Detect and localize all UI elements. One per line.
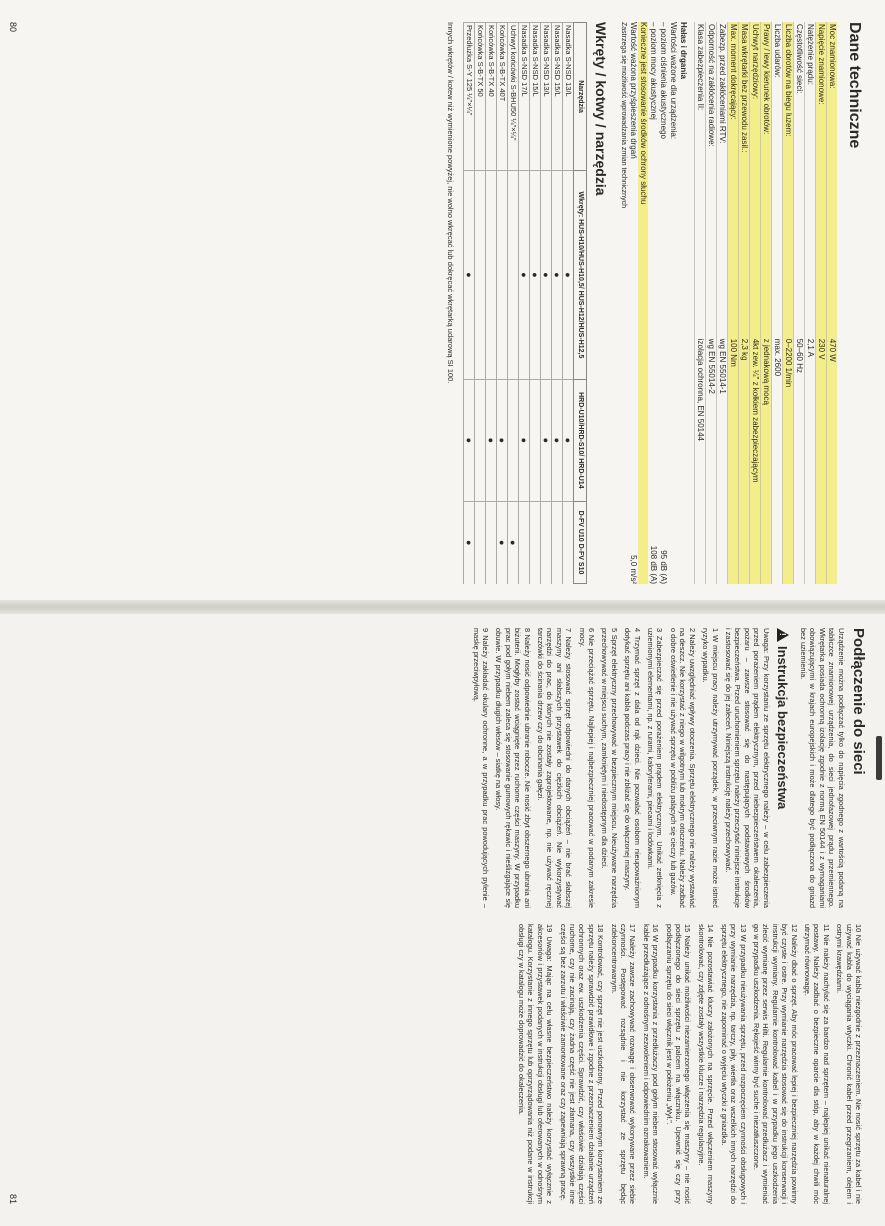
spec-value: 230 V bbox=[816, 337, 827, 584]
spec-label: Zabezp. przed zakłóceniami RTV: bbox=[717, 22, 728, 337]
compat-dot bbox=[497, 171, 508, 380]
tools-row bbox=[486, 23, 497, 584]
spec-value: wg EN 55014-1 bbox=[717, 337, 728, 584]
spec-label: Klasa zabezpieczenia II: bbox=[695, 22, 706, 337]
spec-label: Liczba obrotów na biegu luzem: bbox=[783, 22, 794, 337]
tools-row bbox=[552, 23, 563, 584]
tools-row bbox=[497, 23, 508, 584]
noise-label: Wartości ważone dla urządzenia: bbox=[669, 22, 678, 140]
right-page-content bbox=[0, 606, 885, 1226]
tools-row bbox=[519, 23, 530, 584]
safety-item: 13 W przypadku nieużywania sprzętu, przed rozpoczęciem czynności obsługowych i przy wymianie narzędzia, np. tarczy, piły, wiertła oraz wszelkich innych narzędzi do sprzętu elektrycznego, nie zapominać o wyjęciu wtyczki z gniazdka. bbox=[719, 924, 748, 1204]
safety-item: 10 Nie używać kabla niezgodnie z przeznaczeniem. Nie nosić sprzętu za kabel i nie używać kabla do wyciągania wtyczki. Chronić kabel przed przegrzaniem, olejem i ostrymi krawędziami. bbox=[835, 924, 863, 1204]
tools-row bbox=[475, 23, 486, 584]
spec-value: 0–2200 1/min bbox=[783, 337, 794, 584]
noise-label: – poziom ciśnienia akustycznego bbox=[659, 22, 668, 139]
noise-note: Zastrzega się możliwość wprowadzania zmian technicznych bbox=[620, 22, 627, 208]
tool-name: Nasadka S-NSD 15/L bbox=[552, 23, 563, 171]
left-page-content bbox=[0, 0, 885, 606]
spec-label: Prawy / lewy kierunek obrotów: bbox=[761, 22, 772, 337]
spec-label: Częstotliwość sieci: bbox=[794, 22, 805, 337]
spec-label: Natężenie prądu: bbox=[805, 22, 816, 337]
tool-name: Uchwyt końcówki S-BHU50 ¼"×¼" bbox=[508, 23, 519, 171]
warning-icon bbox=[777, 628, 789, 642]
safety-item: 14 Nie pozostawiać kluczy założonych na sprzęcie. Przed włączeniem maszyny skontrolować, czy zdjęte zostały wszystkie klucze i narzędzia regulacyjne. bbox=[696, 924, 716, 1204]
compat-dot: ● bbox=[519, 171, 530, 380]
pen-clip bbox=[876, 736, 882, 780]
spec-value: wg EN 55014-2 bbox=[706, 337, 717, 584]
safety-item: 1 W miejscu pracy należy utrzymywać porządek, w przeciwnym razie może istnieć ryzyko wypadku. bbox=[701, 628, 720, 908]
tools-row bbox=[530, 23, 541, 584]
spec-row bbox=[783, 22, 794, 584]
compat-dot: ● bbox=[508, 501, 519, 583]
safety-item: 17 Należy zawsze zachowywać rozwagę i obserwować wykonywane przez siebie czynności. Postępować rozsądnie i nie korzystać ze sprzętu będąc zdekoncentrowanym. bbox=[609, 924, 638, 1204]
safety-heading bbox=[777, 628, 789, 908]
safety-item: 16 W przypadku korzystania z przedłużaczy pod gołym niebem stosować wyłącznie kable przedłużające z odnośnym zezwoleniem i odpowiednim oznakowaniem. bbox=[641, 924, 661, 1204]
spec-row bbox=[761, 22, 772, 584]
safety-title: Instrukcja bezpieczeństwa bbox=[775, 646, 791, 810]
spec-row bbox=[805, 22, 816, 584]
spec-label: Napięcie znamionowe: bbox=[816, 22, 827, 337]
noise-row bbox=[658, 22, 668, 584]
spec-label: Masa wkrętarki bez przewodu zasil.: bbox=[739, 22, 750, 337]
noise-value: 95 dB (A) bbox=[659, 550, 668, 584]
spec-table bbox=[694, 22, 837, 584]
compat-dot bbox=[475, 171, 486, 380]
tech-data-title: Dane techniczne bbox=[846, 22, 863, 149]
noise-value: 108 dB (A) bbox=[649, 545, 658, 584]
spec-label: Uchwyt narzędziowy: bbox=[750, 22, 761, 337]
noise-title: Hałas i drgania bbox=[679, 22, 688, 79]
compat-dot bbox=[530, 379, 541, 501]
tool-name: Nasadka S-NSD 15/L bbox=[530, 23, 541, 171]
compat-dot: ● bbox=[541, 379, 552, 501]
spec-value: 470 W bbox=[827, 337, 838, 584]
compat-dot: ● bbox=[464, 379, 475, 501]
compat-dot: ● bbox=[464, 501, 475, 583]
spec-row bbox=[706, 22, 717, 584]
compat-dot: ● bbox=[530, 171, 541, 380]
spec-row bbox=[695, 22, 706, 584]
page-number-left: 80 bbox=[8, 22, 18, 33]
compat-dot: ● bbox=[464, 171, 475, 380]
tools-title: Wkręty / kotwy / narzędzia bbox=[593, 22, 609, 196]
tools-row bbox=[508, 23, 519, 584]
spec-label: Odporność na zakłócenia radiowe: bbox=[706, 22, 717, 337]
tool-name: Nasadka S-NSD 13/L bbox=[541, 23, 552, 171]
tool-name: Końcówka S-B-TX 40 bbox=[486, 23, 497, 171]
noise-row bbox=[668, 22, 678, 584]
safety-item: 8 Należy nosić odpowiednie ubranie robocze. Nie nosić zbyt obszernego ubrania ani biżuterii. Mogłyby zostać wciągnięte przez ruchome części maszyny. W przypadku prac pod gołym niebem zaleca się stosowanie gumowych rękawic i nieślizgające się obuwie. W przypadku długich włosów – siatkę na włosy. bbox=[494, 628, 532, 908]
tool-name: Nasadka S-NSD 13/L bbox=[563, 23, 574, 171]
compat-dot bbox=[508, 379, 519, 501]
spec-label: Moc znamionowa: bbox=[827, 22, 838, 337]
compat-dot bbox=[508, 171, 519, 380]
spec-value: 50–60 Hz bbox=[794, 337, 805, 584]
spec-value: 2,3 kg bbox=[739, 337, 750, 584]
noise-row bbox=[628, 22, 638, 584]
compat-dot bbox=[530, 501, 541, 583]
safety-item: 4 Trzymać sprzęt z dala od rąk dzieci. Nie pozwalać osobom nieupoważnionym dotykać sprzętu ani kabla podczas pracy i nie zbliżać się do włączonej maszyny. bbox=[623, 628, 642, 908]
safety-item: 12 Należy dbać o sprzęt. Aby móc pracować lepiej i bezpieczniej narzędzia powinny być czyste i ostre. Przy wymianie narzędzia stosować się do instrukcji konserwacji i instrukcji wymiany. Regularnie kontrolować kabel i w przypadku jego uszkodzenia zlecić wymianę przez serwis Hilti. Regularnie kontrolować przedłużacz i wymieniać go w przypadku uszkodzenia. Rękojeść winny być suche i niezatłuszczone. bbox=[751, 924, 799, 1204]
compat-dot bbox=[519, 501, 530, 583]
connect-title: Podłączenie do sieci bbox=[850, 628, 867, 775]
tools-row bbox=[464, 23, 475, 584]
tools-header: HRD-U10/HRD-S10/ HRD-U14 bbox=[574, 379, 587, 501]
connect-text: Urządzenie można podłączać tylko do napięcia zgodnego z wartością podaną na tabliczce znamionowej urządzenia, do sieci jednofazowej prądu przemiennego. Wkrętarka posiada ochronną izolację zgodnie z normą EN 50144 i z wymaganiami obowiązującymi w krajach europejskich i może dlatego być podłączona do gniazd bez uziemienia. bbox=[798, 628, 846, 908]
compat-dot bbox=[486, 501, 497, 583]
safety-item: 15 Należy unikać możliwości niezamierzonego włączenia się maszyny – nie nosić podłączonego do sieci sprzętu z palcem na włączniku. Upewnić się czy przy podłączaniu sprzętu do sieci włącznik jest w położeniu „Wył.”. bbox=[664, 924, 693, 1204]
compat-dot: ● bbox=[552, 171, 563, 380]
safety-item: 11 Nie należy nachylać się za bardzo nad sprzętem – najlepiej unikać nienaturalnej postawy. Należy zadbać o bezpieczne oparcie dla stóp, aby w każdej chwili móc utrzymać równowagę. bbox=[802, 924, 831, 1204]
compat-dot bbox=[475, 501, 486, 583]
compat-dot: ● bbox=[486, 379, 497, 501]
tools-row bbox=[541, 23, 552, 584]
spec-row bbox=[717, 22, 728, 584]
right-col-2 bbox=[467, 924, 863, 1204]
spec-row bbox=[739, 22, 750, 584]
spec-value: 100 Nm bbox=[728, 337, 739, 584]
safety-item: 7 Należy stosować sprzęt odpowiedni do danych obciążeń – nie brać słabszej maszyny ani słabszych przystawek do ciężkich obciążeń. Nie wykorzystywać narzędzi do prac, do których nie zostały zaprojektowane, np. nie używać ręcznej tarczówki do ścinania drzew czy do obcinania gałęzi. bbox=[536, 628, 574, 908]
tool-name: Przedłużka S-Y 125 ¼"×¼" bbox=[464, 23, 475, 171]
spec-row bbox=[728, 22, 739, 584]
spec-row bbox=[772, 22, 783, 584]
compat-dot bbox=[552, 501, 563, 583]
compat-dot bbox=[486, 171, 497, 380]
noise-section bbox=[619, 22, 688, 584]
compat-dot: ● bbox=[519, 379, 530, 501]
compat-dot bbox=[541, 501, 552, 583]
spec-value: 2,1 A bbox=[805, 337, 816, 584]
spec-label: Max. moment dokręcający: bbox=[728, 22, 739, 337]
right-col-1 bbox=[467, 628, 867, 908]
spec-value: izolacja ochronna, EN 50144 bbox=[695, 337, 706, 584]
spec-value: z jednakową mocą bbox=[761, 337, 772, 584]
page-number-right: 81 bbox=[8, 1193, 18, 1204]
safety-item: 19 Uwaga: Mając na celu własne bezpieczeństwo należy korzystać wyłącznie z akcesoriów i przystawek podanych w instrukcji obsługi lub oferowanych w odnośnym katalogu. Korzystanie z innego sprzętu lub oprzyrządowania niż podane w instrukcji obsługi czy w katalogu może doprowadzić do okaleczenia. bbox=[517, 924, 555, 1204]
noise-label: – poziom mocy akustycznej bbox=[649, 22, 658, 120]
safety-item: 5 Sprzęt elektryczny przechowywać w bezpiecznym miejscu. Nieużywane narzędzia przechowywać w miejscu suchym, zamkniętym i niedostępnym dla dzieci. bbox=[600, 628, 619, 908]
noise-label: Wartość ważona przyśpieszenia drgań bbox=[629, 22, 638, 159]
compat-dot bbox=[563, 501, 574, 583]
compat-dot: ● bbox=[552, 379, 563, 501]
safety-item: 6 Nie przeciążać sprzętu. Najlepiej i najbezpieczniej pracować w podanym zakresie mocy. bbox=[577, 628, 597, 908]
spec-row bbox=[794, 22, 805, 584]
spec-label: Liczba udarów: bbox=[772, 22, 783, 337]
spec-row bbox=[816, 22, 827, 584]
tool-name: Końcówka S-B-TX 50 bbox=[475, 23, 486, 171]
compat-dot: ● bbox=[563, 379, 574, 501]
safety-item: Uwaga: Przy korzystaniu ze sprzętu elektrycznego należy – w celu zabezpieczenia przed porażeniem prądem elektrycznym, przed niebezpieczeństwem okaleczenia, pożaru – zawsze stosować się do następujących podstawowych środków bezpieczeństwa. Przed uruchomieniem sprzętu należy przeczytać niniejsze instrukcje i zastosować się do jej zaleceń. Niniejszą instrukcję należy przechowywać. bbox=[723, 628, 771, 908]
safety-item: 18 Kontrolować, czy sprzęt nie jest uszkodzony. Przed ponownym korzystaniem ze sprzętu należy sprawdzić prawidłowe i zgodne z przeznaczeniem działanie urządzeń ochronnych oraz ew. uszkodzenia części. Sprawdzić, czy właściwie działają części ruchome, czy nie zacinają, czy żadna część nie jest złamana, czy wszystkie inne części są bez zarzutu i właściwie zamontowane oraz czy zapewniają sprawną pracę. bbox=[558, 924, 606, 1204]
spec-value: 4kt zew. ¼" z kołkiem zabezpieczającym bbox=[750, 337, 761, 584]
noise-row bbox=[638, 22, 648, 584]
spec-value: max. 2600 bbox=[772, 337, 783, 584]
compat-dot: ● bbox=[541, 171, 552, 380]
tool-name: Końcówka S-B-TX 40T bbox=[497, 23, 508, 171]
tools-header: Wkręty: HUS-H10/HUS-H10,5/ HUS-H12/HUS-H12,5 bbox=[574, 171, 587, 380]
tools-footnote: Innych wkrętów / kotew niż wymienione powyżej, nie wolno wkręcać lub dokręcać wkrętarką udarową SI 100. bbox=[446, 22, 455, 384]
tools-row bbox=[563, 23, 574, 584]
compat-dot: ● bbox=[563, 171, 574, 380]
noise-row bbox=[648, 22, 658, 584]
safety-item: 2 Należy uwzględniać wpływy otoczenia. Sprzętu elektrycznego nie należy wystawiać na deszcz. Nie korzystać z niego w wilgotnym lub mokrym otoczeniu. Należy zadbać o dobre oświetlenie i nie używać sprzętu w pobliżu palących się cieczy lub gazów. bbox=[668, 628, 697, 908]
noise-label: Konieczne jest stosowanie środków ochrony słuchu bbox=[639, 22, 648, 205]
tools-header: D-FV U10 D-FV S10 bbox=[574, 501, 587, 583]
safety-item: 3 Zabezpieczać się przed porażeniem prądem elektrycznym. Unikać zetknięcia z uziemionymi elementami, np. z rurami, kaloryferami, piecami i lodówkami. bbox=[646, 628, 665, 908]
spec-row bbox=[750, 22, 761, 584]
tools-header: Narzędzia bbox=[574, 23, 587, 171]
compat-dot bbox=[475, 379, 486, 501]
safety-item: 9 Należy zakładać okulary ochronne, a w przypadku prac powodujących pylenie – maskę przeciwpyłową. bbox=[471, 628, 490, 908]
tool-name: Nasadka S-NSD 17/L bbox=[519, 23, 530, 171]
spec-row bbox=[827, 22, 838, 584]
compat-dot: ● bbox=[497, 379, 508, 501]
tools-table bbox=[463, 22, 587, 584]
compat-dot: ● bbox=[497, 501, 508, 583]
noise-value: 5,0 m/s² bbox=[629, 555, 638, 584]
